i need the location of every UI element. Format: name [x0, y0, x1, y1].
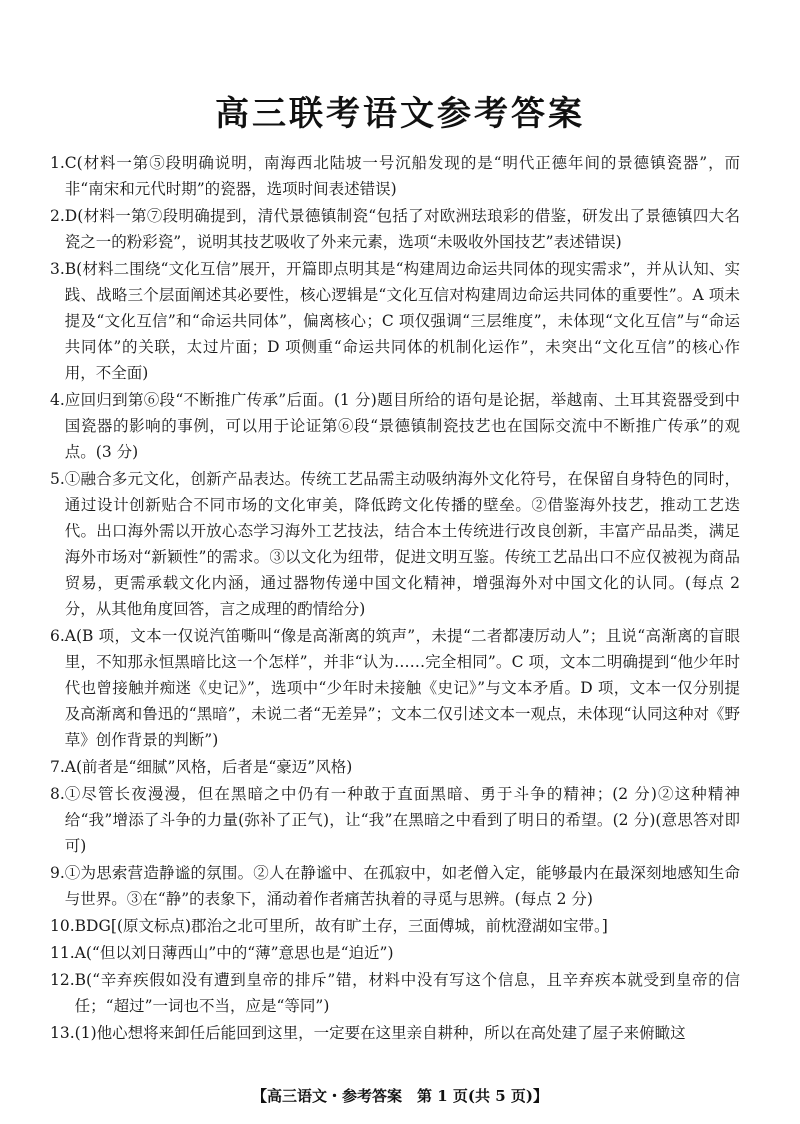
answer-number: 11. — [50, 944, 75, 962]
answer-item-11 — [50, 940, 740, 966]
answer-item-10 — [50, 913, 740, 939]
answer-item-4 — [50, 387, 740, 465]
answer-number: 9. — [50, 864, 65, 882]
answer-number: 8. — [50, 785, 65, 803]
answer-item-9 — [50, 860, 740, 912]
answer-list — [50, 150, 740, 1047]
answer-number: 13. — [50, 1024, 75, 1042]
answer-text: B(材料二围绕“文化互信”展开，开篇即点明其是“构建周边命运共同体的现实需求”，并从认知、实践、战略三个层面阐述其必要性，核心逻辑是“文化互信对构建周边命运共同体的重要性”。A 项未提及“文化互信”和“命运共同体”，偏离核心；C 项仅强调“三层维度”，未体现“文化互信”与“命运共同体”的关联，太过片面；D 项侧重“命运共同体的机制化运作”，未突出“文化互信”的核心作用，不全面) — [64, 260, 740, 382]
answer-number: 4. — [50, 391, 65, 409]
answer-number: 12. — [50, 971, 75, 989]
answer-item-7 — [50, 754, 740, 780]
answer-item-2 — [50, 203, 740, 255]
answer-text: A(前者是“细腻”风格，后者是“豪迈”风格) — [64, 758, 353, 776]
answer-number: 3. — [50, 260, 65, 278]
answer-number: 2. — [50, 207, 65, 225]
answer-text: ①为思索营造静谧的氛围。②人在静谧中、在孤寂中，如老僧入定，能够最内在最深刻地感知生命与世界。③在“静”的表象下，涌动着作者痛苦执着的寻觅与思辨。(每点 2 分) — [64, 864, 740, 908]
answer-number: 6. — [50, 627, 65, 645]
answer-item-13 — [50, 1020, 740, 1046]
answer-text: A(“但以刘日薄西山”中的“薄”意思也是“迫近”) — [74, 944, 394, 962]
answer-item-3 — [50, 256, 740, 386]
answer-text: BDG[(原文标点)郡治之北可里所，故有旷土存，三面傅城，前枕澄湖如宝带。] — [74, 917, 608, 935]
page-title: 高三联考语文参考答案 — [215, 94, 585, 134]
answer-text: A(B 项，文本一仅说汽笛嘶叫“像是高渐离的筑声”，未提“二者都凄厉动人”；且说“高渐离的盲眼里，不知那永恒黑暗比这一个怎样”，并非“认为……完全相同”。C 项，文本二明确提到“他少年时代也曾接触并痴迷《史记》”，选项中“少年时未接触《史记》”与文本矛盾。D 项，文本一仅分别提及高渐离和鲁迅的“黑暗”，未说二者“无差异”；文本二仅引述文本一观点，未体现“认同这种对《野草》创作背景的判断”) — [64, 627, 740, 749]
answer-text: 应回归到第⑥段“不断推广传承”后面。(1 分)题目所给的语句是论据，举越南、土耳其瓷器受到中国瓷器的影响的事例，可以用于论证第⑥段“景德镇制瓷技艺也在国际交流中不断推广传承”的观点。(3 分) — [64, 391, 740, 461]
answer-item-8 — [50, 781, 740, 859]
answer-item-5 — [50, 466, 740, 622]
answer-text: ①融合多元文化，创新产品表达。传统工艺品需主动吸纳海外文化符号，在保留自身特色的同时，通过设计创新贴合不同市场的文化审美，降低跨文化传播的壁垒。②借鉴海外技艺，推动工艺迭代。出口海外需以开放心态学习海外工艺技法，结合本土传统进行改良创新，丰富产品品类，满足海外市场对“新颖性”的需求。③以文化为纽带，促进文明互鉴。传统工艺品出口不应仅被视为商品贸易，更需承载文化内涵，通过器物传递中国文化精神，增强海外对中国文化的认同。(每点 2 分，从其他角度回答，言之成理的酌情给分) — [64, 470, 740, 618]
answer-number: 5. — [50, 470, 65, 488]
answer-number: 7. — [50, 758, 65, 776]
answer-number: 1. — [50, 154, 65, 172]
page-footer: 【高三语文・参考答案 第 1 页(共 5 页)】 — [252, 1087, 548, 1105]
answer-item-12 — [50, 967, 740, 1019]
answer-text: D(材料一第⑦段明确提到，清代景德镇制瓷“包括了对欧洲珐琅彩的借鉴，研发出了景德镇四大名瓷之一的粉彩瓷”，说明其技艺吸收了外来元素，选项“未吸收外国技艺”表述错误) — [64, 207, 740, 251]
answer-number: 10. — [50, 917, 75, 935]
answer-text: B(“辛弃疾假如没有遭到皇帝的排斥”错，材料中没有写这个信息，且辛弃疾本就受到皇帝的信任；“超过”一词也不当，应是“等同”) — [74, 971, 740, 1015]
answer-text: C(材料一第⑤段明确说明，南海西北陆坡一号沉船发现的是“明代正德年间的景德镇瓷器”，而非“南宋和元代时期”的瓷器，选项时间表述错误) — [64, 154, 740, 198]
answer-item-1 — [50, 150, 740, 202]
answer-text: ①尽管长夜漫漫，但在黑暗之中仍有一种敢于直面黑暗、勇于斗争的精神；(2 分)②这种精神给“我”增添了斗争的力量(弥补了正气)，让“我”在黑暗之中看到了明日的希望。(2 分)(意思答对即可) — [64, 785, 740, 855]
answer-text: (1)他心想将来卸任后能回到这里，一定要在这里亲自耕种，所以在高处建了屋子来俯瞰这 — [74, 1024, 686, 1042]
answer-item-6 — [50, 623, 740, 753]
